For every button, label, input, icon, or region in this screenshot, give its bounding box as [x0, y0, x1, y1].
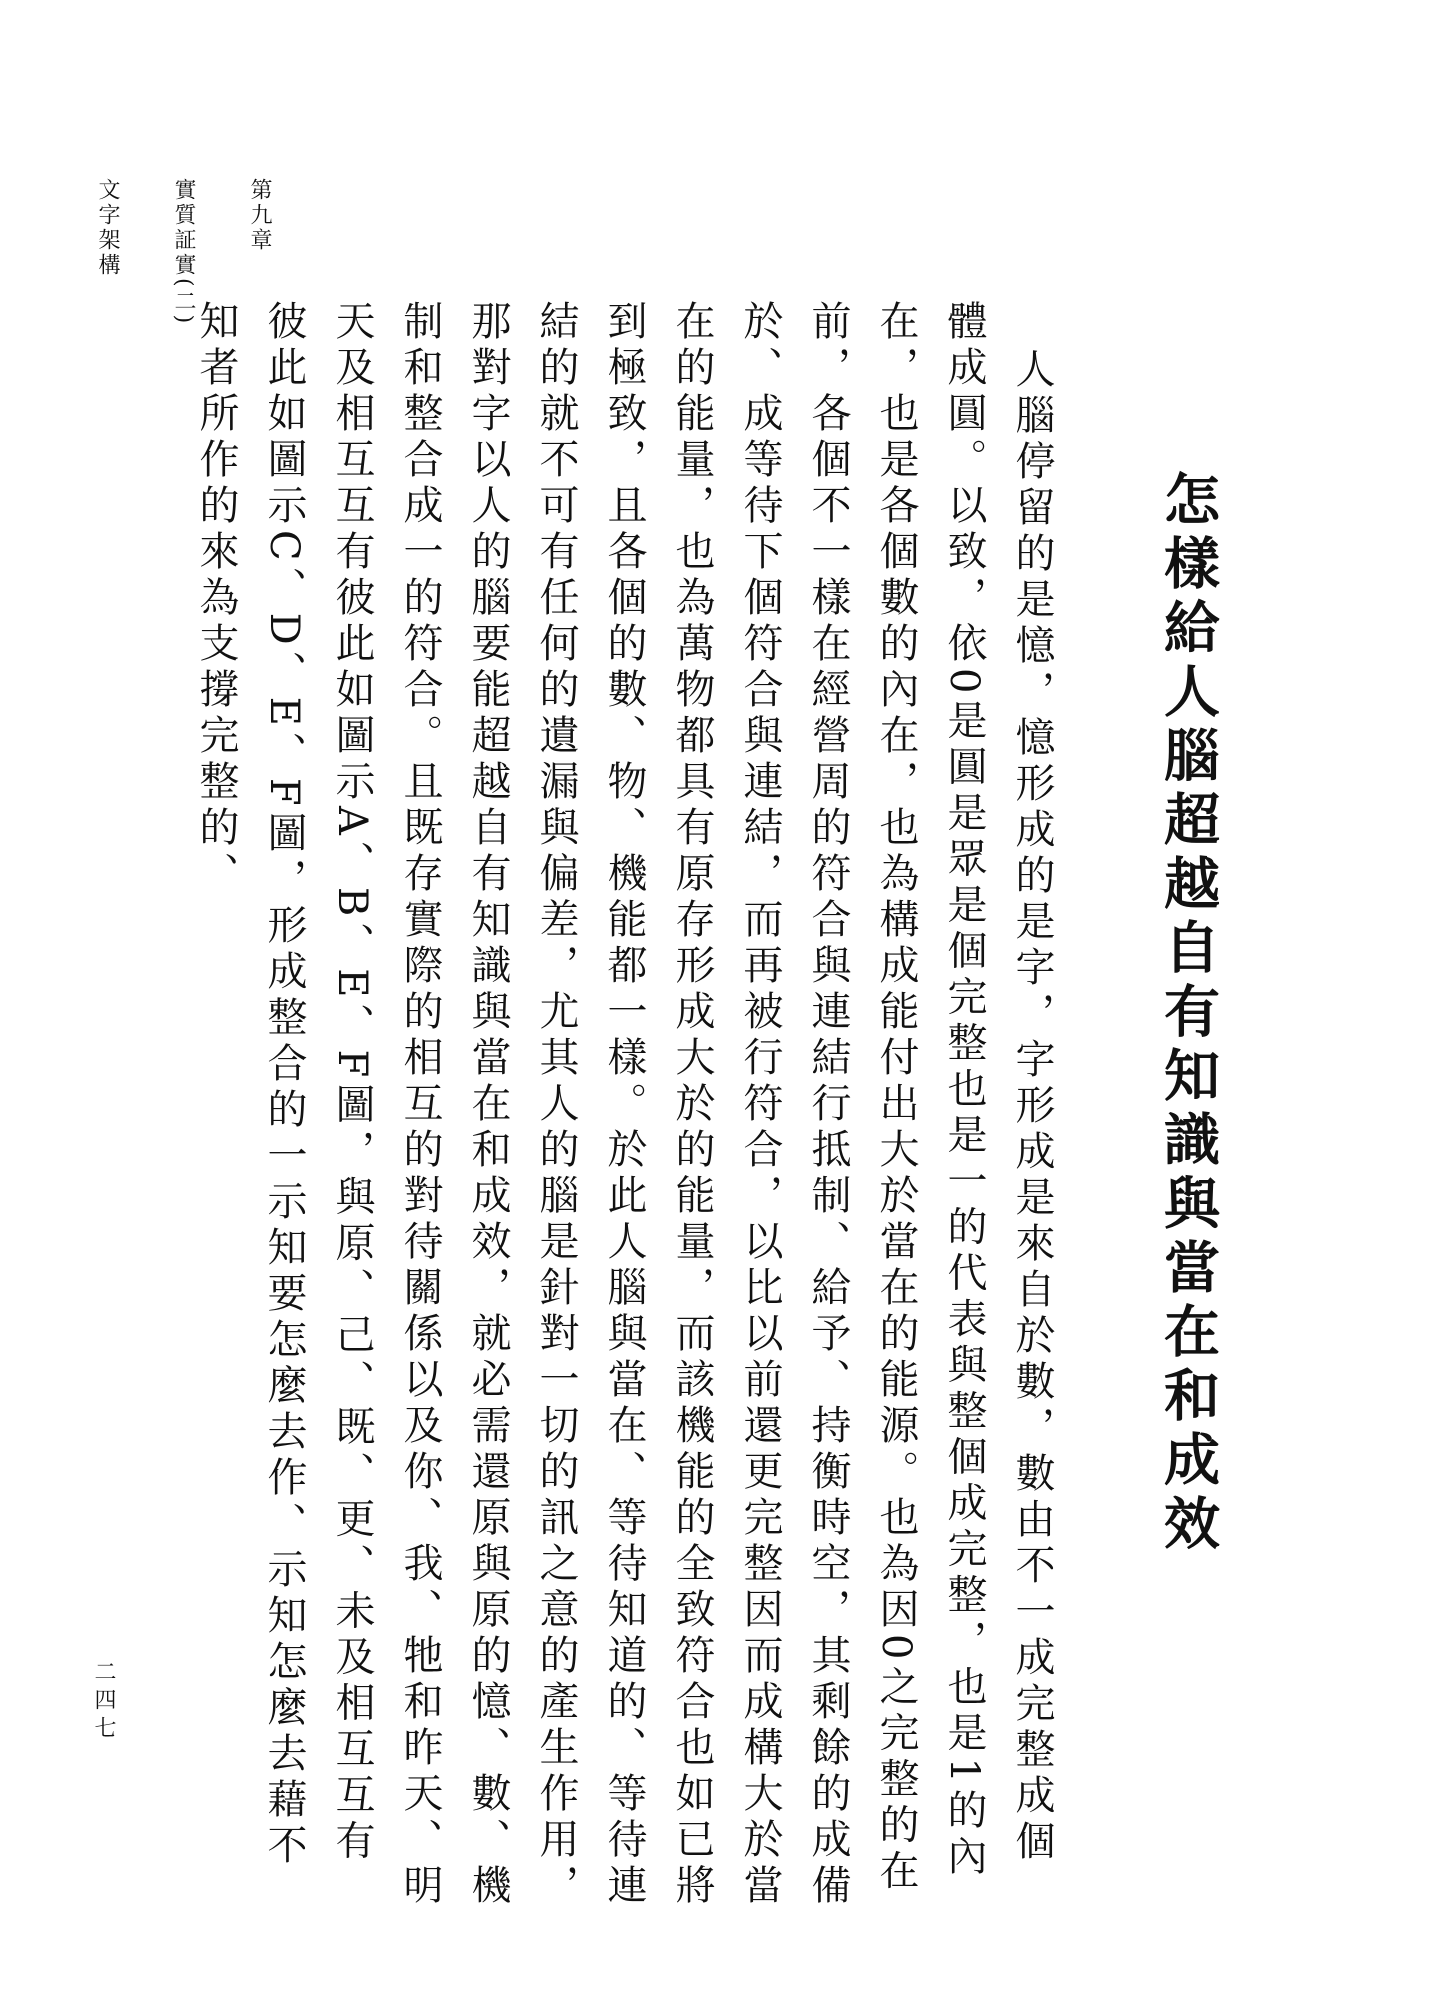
page-title: 怎樣給人腦超越自有知識與當在和成效 — [1155, 470, 1221, 1558]
body-paragraph: 人腦停留的是憶，憶形成的是字，字形成是來自於數，數由不一成完整成個體成圓。以致，依0是圓是眾是個完整也是一的代表與整個成完整，也是1的內在，也是各個數的內在，也為構成能付出大於當在的能源。也為因0之完整的在前，各個不一樣在經營周的符合與連結行抵制、給予、持衡時空，其剩餘的成備於、成等待下個符合與連結，而再被行符合，以比以前還更完整因而成構大於當在的能量，也為萬物都具有原存形成大於的能量，而該機能的全致符合也如已將到極致，且各個的數、物、機能都一樣。於此人腦與當在、等待知道的、等待連結的就不可有任何的遺漏與偏差，尤其人的腦是針對一切的訊之意的產生作用，那對字以人的腦要能超越自有知識與當在和成效，就必需還原與原的憶、數、機制和整合成一的符合。且既存實際的相互的對待關係以及你、我、牠和昨天、明天及相互互有彼此如圖示A、B、E、F圖，與原、己、既、更、未及相互互有彼此如圖示C、D、E、F圖，形成整合的一示知要怎麼去作、示知怎麼去藉不知者所作的來為支撐完整的、 — [193, 300, 1055, 1910]
topic-label: 文字架構 — [95, 178, 120, 278]
body-text — [182, 300, 1066, 1910]
chapter-label: 第九章 — [247, 178, 272, 253]
section-label: 實質証實(二) — [171, 178, 196, 327]
page-number: 二四七 — [91, 1660, 116, 1744]
